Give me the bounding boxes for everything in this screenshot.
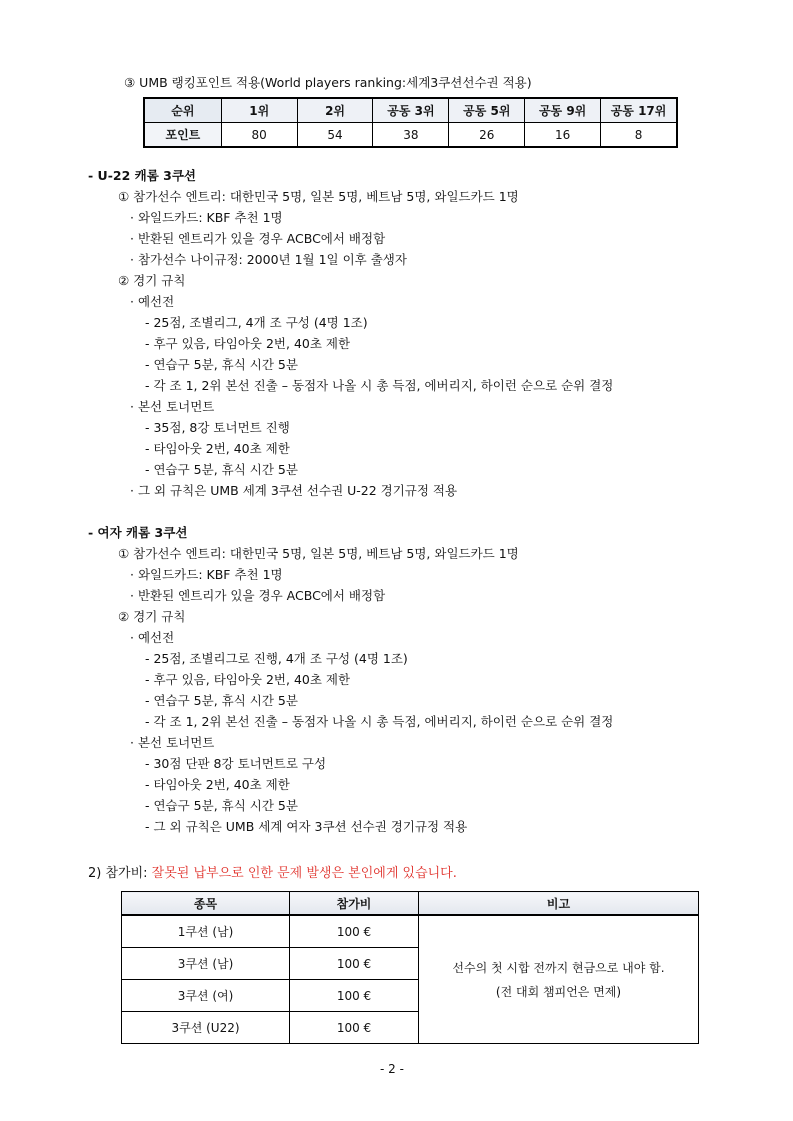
list-item: ① 참가선수 엔트리: 대한민국 5명, 일본 5명, 베트남 5명, 와일드카드 1명: [118, 189, 519, 204]
list-item: · 본선 토너먼트: [130, 399, 215, 414]
list-item: - 35점, 8강 토너먼트 진행: [145, 420, 290, 435]
table-header-row: [122, 892, 699, 916]
table-cell: 54: [297, 123, 373, 148]
list-item: · 그 외 규칙은 UMB 세계 3쿠션 선수권 U-22 경기규정 적용: [130, 483, 458, 498]
table-cell: 100 €: [290, 948, 419, 980]
list-item: · 와일드카드: KBF 추천 1명: [130, 567, 283, 582]
fee-note-line: (전 대회 챔피언은 면제): [495, 984, 622, 999]
table-row: [144, 123, 677, 148]
list-item: - 그 외 규칙은 UMB 세계 여자 3쿠션 선수권 경기규정 적용: [145, 819, 468, 834]
table-cell: 80: [221, 123, 297, 148]
table-header-cell: 1위: [221, 98, 297, 123]
fee-note-line: 선수의 첫 시합 전까지 현금으로 내야 함.: [452, 960, 665, 975]
fee-warning: 잘못된 납부으로 인한 문제 발생은 본인에게 있습니다.: [151, 866, 457, 881]
list-item: - 25점, 조별리그, 4개 조 구성 (4명 1조): [145, 315, 368, 330]
table-cell: 100 €: [290, 915, 419, 948]
table-cell: 3쿠션 (남): [122, 948, 290, 980]
list-item: - 타임아웃 2번, 40초 제한: [145, 777, 290, 792]
list-item: · 반환된 엔트리가 있을 경우 ACBC에서 배정함: [130, 231, 386, 246]
table-header-cell: 공동 9위: [525, 98, 601, 123]
list-item: - 후구 있음, 타임아웃 2번, 40초 제한: [145, 336, 351, 351]
list-item: - 후구 있음, 타임아웃 2번, 40초 제한: [145, 672, 351, 687]
list-item: - 타임아웃 2번, 40초 제한: [145, 441, 290, 456]
list-item: - 25점, 조별리그로 진행, 4개 조 구성 (4명 1조): [145, 651, 408, 666]
table-cell: 100 €: [290, 980, 419, 1012]
table-cell: 100 €: [290, 1012, 419, 1044]
table-row: [122, 915, 699, 948]
table-header-cell: 공동 3위: [373, 98, 449, 123]
table-header-cell: 참가비: [290, 892, 419, 916]
ranking-points-table: [143, 97, 678, 148]
section-heading-u22: - U-22 캐롬 3쿠션: [88, 168, 196, 183]
table-header-row: [144, 98, 677, 123]
table-cell: 38: [373, 123, 449, 148]
ranking-heading: ③ UMB 랭킹포인트 적용(World players ranking:세계3쿠션선수권 적용): [124, 75, 532, 90]
table-cell: 포인트: [144, 123, 221, 148]
list-item: ② 경기 규칙: [118, 609, 186, 624]
list-item: - 연습구 5분, 휴식 시간 5분: [145, 357, 298, 372]
table-cell: 26: [449, 123, 525, 148]
fee-heading: [88, 862, 457, 881]
list-item: · 참가선수 나이규정: 2000년 1월 1일 이후 출생자: [130, 252, 407, 267]
list-item: - 연습구 5분, 휴식 시간 5분: [145, 693, 298, 708]
list-item: - 연습구 5분, 휴식 시간 5분: [145, 462, 298, 477]
fee-heading-label: 2) 참가비:: [88, 866, 152, 881]
list-item: - 각 조 1, 2위 본선 진출 – 동점자 나올 시 총 득점, 에버리지, 하이런 순으로 순위 결정: [145, 378, 614, 393]
list-item: · 와일드카드: KBF 추천 1명: [130, 210, 283, 225]
section-heading-women: - 여자 캐롬 3쿠션: [88, 525, 188, 540]
list-item: ① 참가선수 엔트리: 대한민국 5명, 일본 5명, 베트남 5명, 와일드카드 1명: [118, 546, 519, 561]
table-header-cell: 종목: [122, 892, 290, 916]
table-cell: 8: [601, 123, 677, 148]
table-header-cell: 비고: [419, 892, 699, 916]
list-item: - 연습구 5분, 휴식 시간 5분: [145, 798, 298, 813]
table-cell: 3쿠션 (U22): [122, 1012, 290, 1044]
table-header-cell: 공동 5위: [449, 98, 525, 123]
fee-note-cell: [419, 915, 699, 1044]
list-item: · 예선전: [130, 630, 175, 645]
list-item: - 30점 단판 8강 토너먼트로 구성: [145, 756, 327, 771]
list-item: ② 경기 규칙: [118, 273, 186, 288]
table-cell: 16: [525, 123, 601, 148]
page-number: - 2 -: [380, 1062, 404, 1076]
list-item: · 본선 토너먼트: [130, 735, 215, 750]
fee-table: [121, 891, 699, 1044]
table-header-cell: 순위: [144, 98, 221, 123]
table-header-cell: 2위: [297, 98, 373, 123]
list-item: - 각 조 1, 2위 본선 진출 – 동점자 나올 시 총 득점, 에버리지, 하이런 순으로 순위 결정: [145, 714, 614, 729]
table-header-cell: 공동 17위: [601, 98, 677, 123]
list-item: · 반환된 엔트리가 있을 경우 ACBC에서 배정함: [130, 588, 386, 603]
table-cell: 3쿠션 (여): [122, 980, 290, 1012]
list-item: · 예선전: [130, 294, 175, 309]
table-cell: 1쿠션 (남): [122, 915, 290, 948]
